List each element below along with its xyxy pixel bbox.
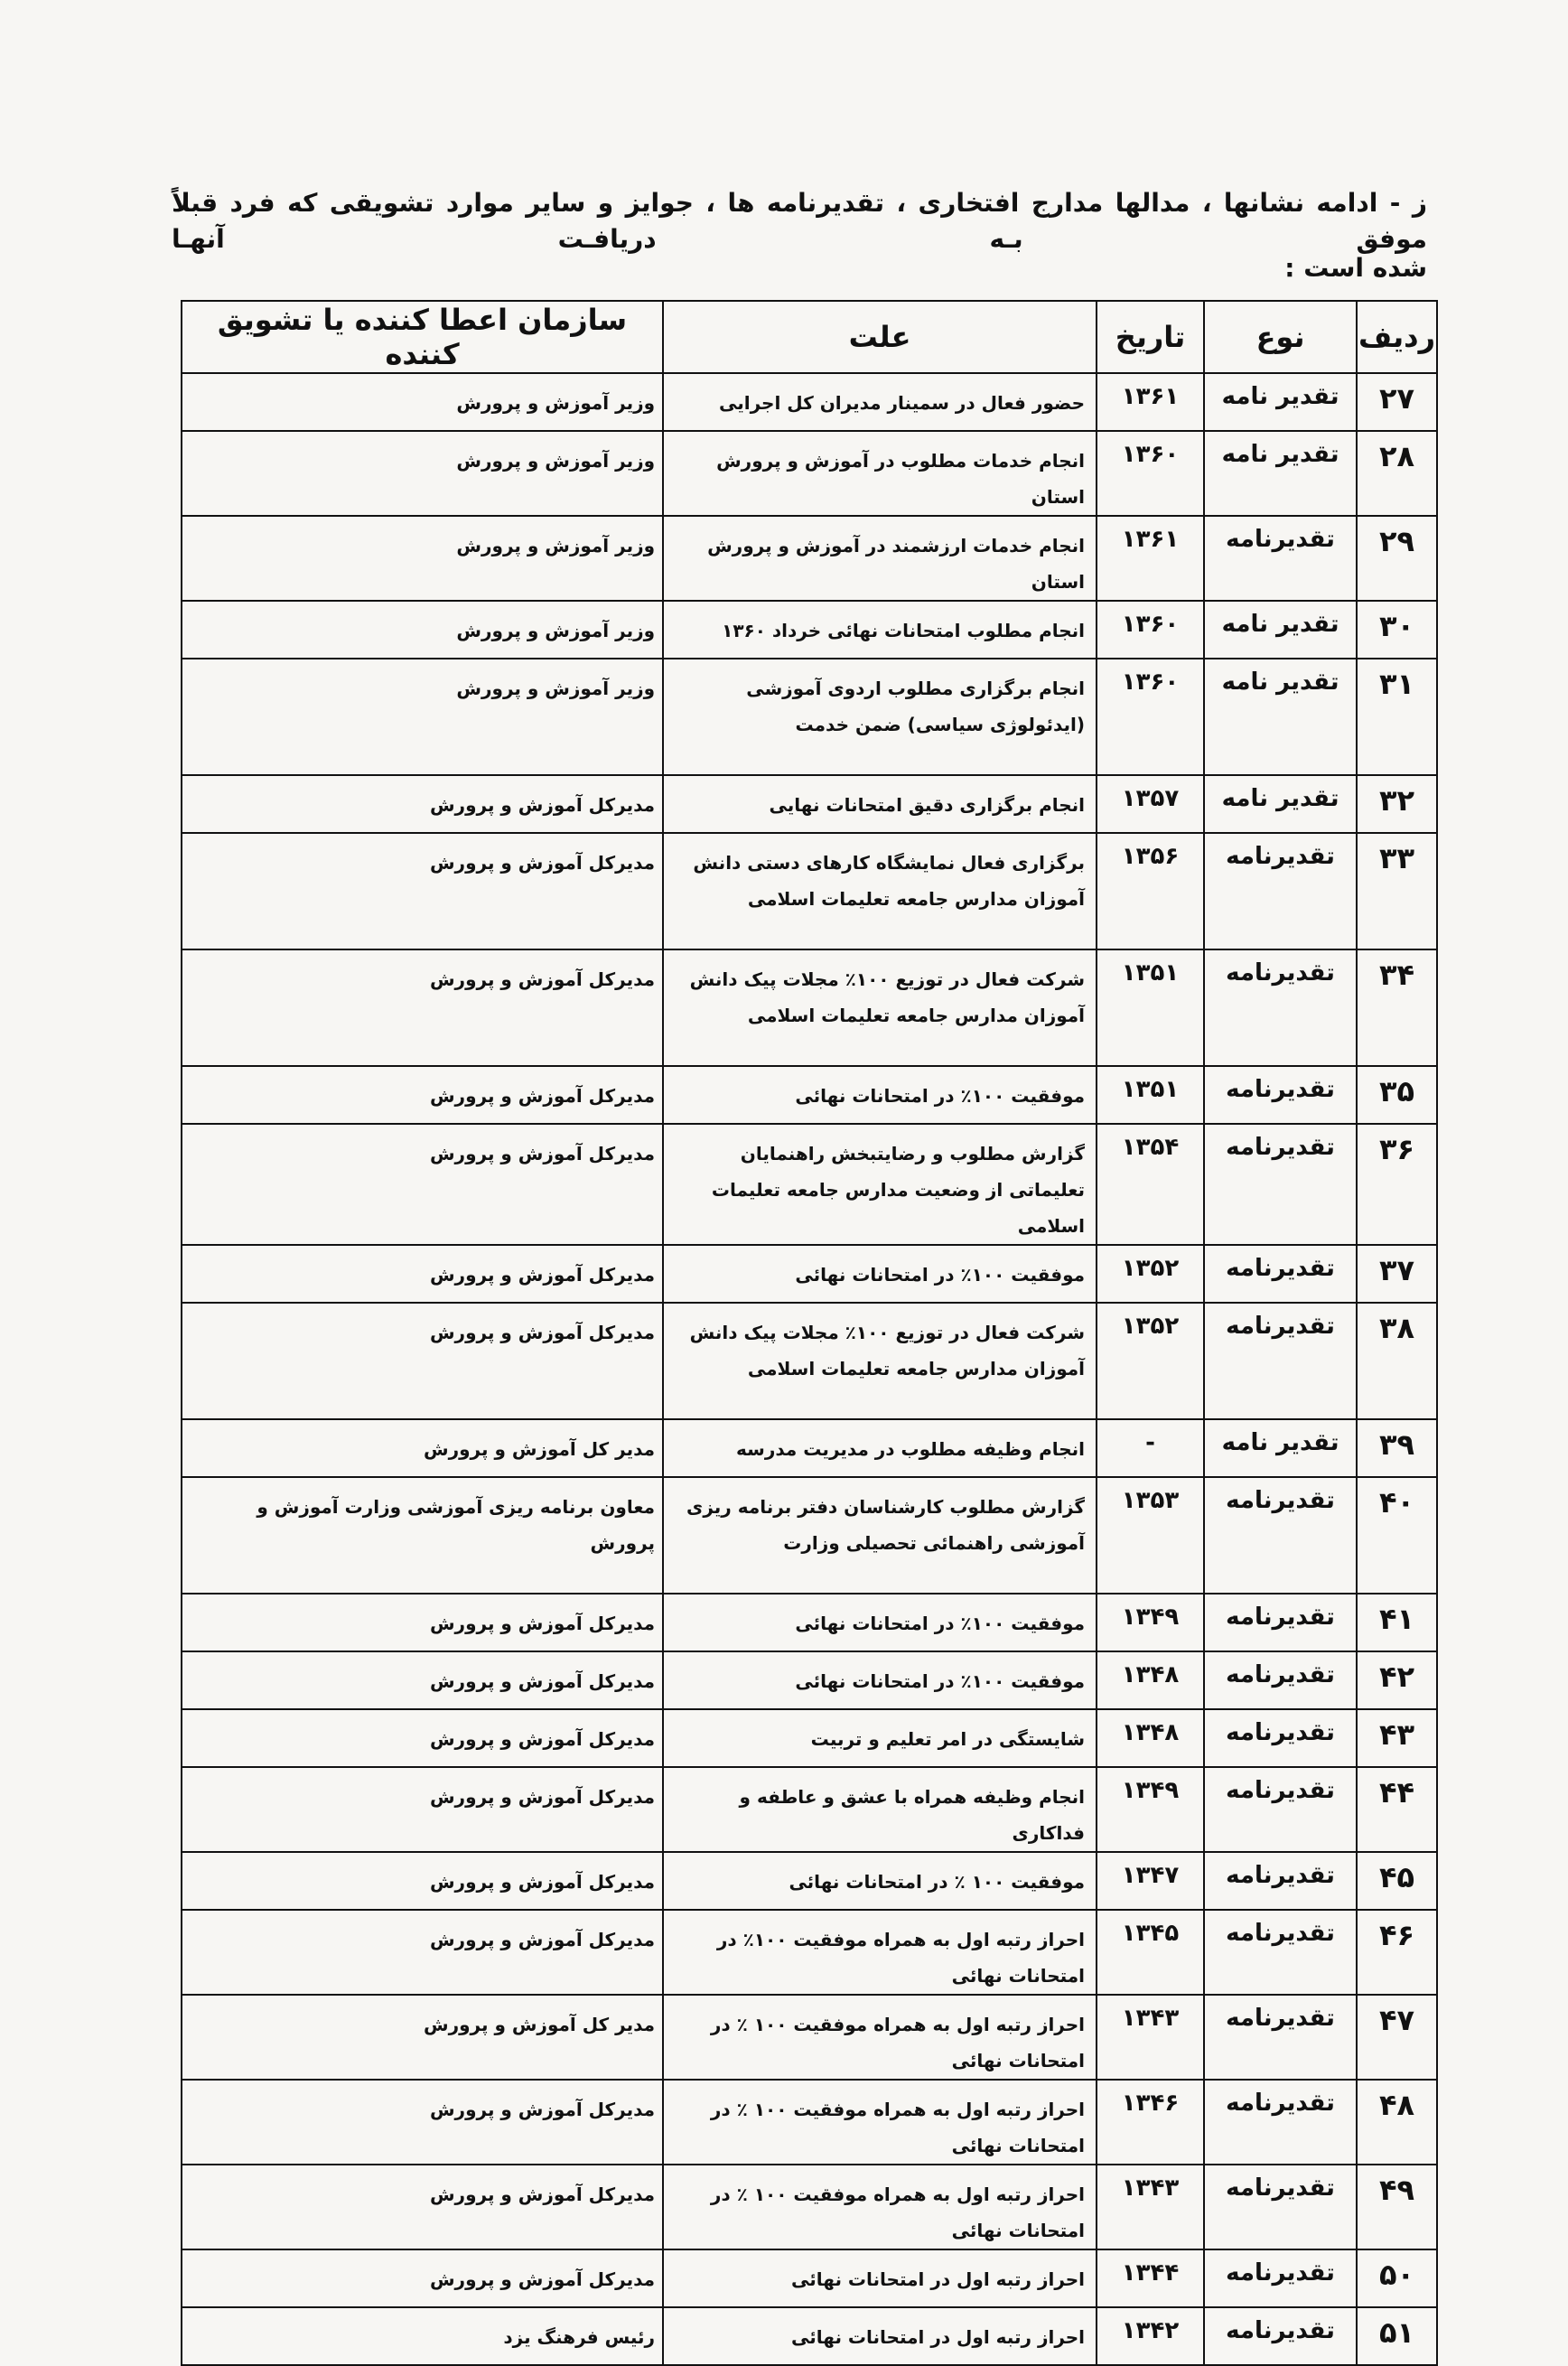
table-row [182,1124,1437,1245]
table-row [182,833,1437,949]
table-row [182,1767,1437,1852]
row-org: مدیرکل آموزش و پرورش [182,1124,663,1245]
row-type: تقدیرنامه [1204,949,1357,1066]
table-row [182,2307,1437,2365]
awards-table [181,300,1438,2366]
row-date: ۱۳۶۱ [1097,373,1204,431]
row-reason: موفقیت ۱۰۰٪ در امتحانات نهائی [663,1066,1097,1124]
row-number: ۳۹ [1357,1419,1437,1477]
row-number: ۲۸ [1357,431,1437,516]
row-number: ۴۰ [1357,1477,1437,1594]
row-org: مدیرکل آموزش و پرورش [182,1303,663,1419]
row-org: مدیرکل آموزش و پرورش [182,1066,663,1124]
row-number: ۳۷ [1357,1245,1437,1303]
row-type: تقدیرنامه [1204,1995,1357,2080]
row-org: مدیرکل آموزش و پرورش [182,1767,663,1852]
row-type: تقدیرنامه [1204,1594,1357,1651]
row-reason: موفقیت ۱۰۰٪ در امتحانات نهائی [663,1245,1097,1303]
row-date: ۱۳۴۸ [1097,1651,1204,1709]
row-type: تقدیرنامه [1204,1852,1357,1910]
row-number: ۲۹ [1357,516,1437,601]
row-number: ۴۲ [1357,1651,1437,1709]
row-org: وزیر آموزش و پرورش [182,431,663,516]
row-date: ۱۳۵۶ [1097,833,1204,949]
row-type: تقدیرنامه [1204,1767,1357,1852]
row-reason: موفقیت ۱۰۰ ٪ در امتحانات نهائی [663,1852,1097,1910]
row-org: مدیرکل آموزش و پرورش [182,2080,663,2165]
table-row [182,1995,1437,2080]
table-row [182,1245,1437,1303]
column-header-org: سازمان اعطا کننده یا تشویق کننده [182,301,663,373]
table-row [182,1594,1437,1651]
row-reason: گزارش مطلوب و رضایتبخش راهنمایان تعلیماتی از وضعیت مدارس جامعه تعلیمات اسلامی [663,1124,1097,1245]
row-date: ۱۳۴۹ [1097,1767,1204,1852]
row-number: ۴۹ [1357,2165,1437,2249]
row-number: ۳۰ [1357,601,1437,659]
row-reason: انجام وظیفه مطلوب در مدیریت مدرسه [663,1419,1097,1477]
table-row [182,2165,1437,2249]
row-reason: احراز رتبه اول به همراه موفقیت ۱۰۰ ٪ در امتحانات نهائی [663,2080,1097,2165]
table-row [182,431,1437,516]
row-date: ۱۳۴۲ [1097,2307,1204,2365]
row-type: تقدیر نامه [1204,601,1357,659]
section-heading: ز - ادامه نشانها ، مدالها مدارج افتخاری ، تقدیرنامه ها ، جوایز و سایر موارد تشویقی که فرد قبلاً موفق بـه دریافـت آنهـا [172,188,1427,254]
column-header-reason: علت [663,301,1097,373]
row-date: ۱۳۵۳ [1097,1477,1204,1594]
row-type: تقدیر نامه [1204,431,1357,516]
row-date: ۱۳۴۳ [1097,2165,1204,2249]
row-type: تقدیرنامه [1204,1910,1357,1995]
row-org: مدیرکل آموزش و پرورش [182,833,663,949]
row-date: ۱۳۴۶ [1097,2080,1204,2165]
row-reason: احراز رتبه اول به همراه موفقیت ۱۰۰ ٪ در امتحانات نهائی [663,1995,1097,2080]
table-row [182,516,1437,601]
table-row [182,1709,1437,1767]
row-reason: احراز رتبه اول در امتحانات نهائی [663,2307,1097,2365]
row-date: ۱۳۵۷ [1097,775,1204,833]
row-number: ۳۲ [1357,775,1437,833]
row-reason: انجام برگزاری مطلوب اردوی آموزشی (ایدئولوژی سیاسی) ضمن خدمت [663,659,1097,775]
row-date: ۱۳۴۹ [1097,1594,1204,1651]
row-reason: شرکت فعال در توزیع ۱۰۰٪ مجلات پیک دانش آموزان مدارس جامعه تعلیمات اسلامی [663,1303,1097,1419]
row-reason: انجام خدمات مطلوب در آموزش و پرورش استان [663,431,1097,516]
column-header-no: ردیف [1357,301,1437,373]
row-reason: احراز رتبه اول به همراه موفقیت ۱۰۰ ٪ در امتحانات نهائی [663,2165,1097,2249]
row-date: ۱۳۵۱ [1097,1066,1204,1124]
row-number: ۲۷ [1357,373,1437,431]
row-date: ۱۳۴۸ [1097,1709,1204,1767]
row-number: ۴۸ [1357,2080,1437,2165]
table-header-row [182,301,1437,373]
row-reason: انجام وظیفه همراه با عشق و عاطفه و فداکاری [663,1767,1097,1852]
row-reason: انجام مطلوب امتحانات نهائی خرداد ۱۳۶۰ [663,601,1097,659]
row-org: رئیس فرهنگ یزد [182,2307,663,2365]
row-number: ۳۳ [1357,833,1437,949]
row-org: مدیرکل آموزش و پرورش [182,1651,663,1709]
row-reason: گزارش مطلوب کارشناسان دفتر برنامه ریزی آموزشی راهنمائی تحصیلی وزارت [663,1477,1097,1594]
row-date: ۱۳۴۷ [1097,1852,1204,1910]
row-org: مدیرکل آموزش و پرورش [182,1852,663,1910]
table-row [182,1477,1437,1594]
row-number: ۴۱ [1357,1594,1437,1651]
row-date: ۱۳۶۰ [1097,431,1204,516]
row-reason: شرکت فعال در توزیع ۱۰۰٪ مجلات پیک دانش آموزان مدارس جامعه تعلیمات اسلامی [663,949,1097,1066]
table-row [182,1419,1437,1477]
table-row [182,373,1437,431]
row-reason: احراز رتبه اول به همراه موفقیت ۱۰۰٪ در امتحانات نهائی [663,1910,1097,1995]
table-row [182,1651,1437,1709]
row-type: تقدیرنامه [1204,1124,1357,1245]
row-reason: حضور فعال در سمینار مدیران کل اجرایی [663,373,1097,431]
row-reason: برگزاری فعال نمایشگاه کارهای دستی دانش آموزان مدارس جامعه تعلیمات اسلامی [663,833,1097,949]
row-type: تقدیرنامه [1204,1651,1357,1709]
row-date: ۱۳۵۴ [1097,1124,1204,1245]
row-org: معاون برنامه ریزی آموزشی وزارت آموزش و پرورش [182,1477,663,1594]
row-org: وزیر آموزش و پرورش [182,373,663,431]
row-number: ۴۳ [1357,1709,1437,1767]
table-row [182,949,1437,1066]
table-row [182,601,1437,659]
row-org: مدیرکل آموزش و پرورش [182,2249,663,2307]
row-type: تقدیر نامه [1204,775,1357,833]
row-type: تقدیرنامه [1204,1303,1357,1419]
row-org: مدیرکل آموزش و پرورش [182,775,663,833]
table-row [182,1066,1437,1124]
row-reason: انجام برگزاری دقیق امتحانات نهایی [663,775,1097,833]
row-org: مدیرکل آموزش و پرورش [182,2165,663,2249]
row-reason: موفقیت ۱۰۰٪ در امتحانات نهائی [663,1651,1097,1709]
table-row [182,659,1437,775]
row-org: مدیر کل آموزش و پرورش [182,1995,663,2080]
row-org: وزیر آموزش و پرورش [182,601,663,659]
row-date: ۱۳۵۲ [1097,1245,1204,1303]
row-org: وزیر آموزش و پرورش [182,516,663,601]
row-type: تقدیرنامه [1204,1245,1357,1303]
row-org: مدیرکل آموزش و پرورش [182,1594,663,1651]
row-type: تقدیرنامه [1204,2080,1357,2165]
row-number: ۳۵ [1357,1066,1437,1124]
table-row [182,1910,1437,1995]
row-org: وزیر آموزش و پرورش [182,659,663,775]
table-row [182,1303,1437,1419]
row-type: تقدیرنامه [1204,2165,1357,2249]
row-org: مدیرکل آموزش و پرورش [182,949,663,1066]
row-date: ۱۳۶۱ [1097,516,1204,601]
row-org: مدیرکل آموزش و پرورش [182,1245,663,1303]
table-row [182,1852,1437,1910]
column-header-date: تاریخ [1097,301,1204,373]
row-date: ۱۳۶۰ [1097,659,1204,775]
row-type: تقدیرنامه [1204,1066,1357,1124]
row-org: مدیرکل آموزش و پرورش [182,1910,663,1995]
table-row [182,775,1437,833]
row-type: تقدیر نامه [1204,373,1357,431]
row-date: ۱۳۵۲ [1097,1303,1204,1419]
row-number: ۴۶ [1357,1910,1437,1995]
row-reason: موفقیت ۱۰۰٪ در امتحانات نهائی [663,1594,1097,1651]
row-date: ۱۳۴۵ [1097,1910,1204,1995]
row-type: تقدیر نامه [1204,659,1357,775]
row-type: تقدیرنامه [1204,1477,1357,1594]
row-type: تقدیرنامه [1204,833,1357,949]
row-org: مدیرکل آموزش و پرورش [182,1709,663,1767]
row-reason: احراز رتبه اول در امتحانات نهائی [663,2249,1097,2307]
row-date: - [1097,1419,1204,1477]
section-heading-continuation: شده است : [1284,253,1427,283]
row-number: ۴۷ [1357,1995,1437,2080]
row-date: ۱۳۵۱ [1097,949,1204,1066]
row-date: ۱۳۴۴ [1097,2249,1204,2307]
row-number: ۴۴ [1357,1767,1437,1852]
column-header-type: نوع [1204,301,1357,373]
row-date: ۱۳۴۳ [1097,1995,1204,2080]
row-number: ۵۱ [1357,2307,1437,2365]
row-number: ۳۶ [1357,1124,1437,1245]
row-reason: انجام خدمات ارزشمند در آموزش و پرورش استان [663,516,1097,601]
row-org: مدیر کل آموزش و پرورش [182,1419,663,1477]
table-row [182,2080,1437,2165]
row-reason: شایستگی در امر تعلیم و تربیت [663,1709,1097,1767]
row-number: ۳۸ [1357,1303,1437,1419]
row-number: ۳۱ [1357,659,1437,775]
row-type: تقدیرنامه [1204,2307,1357,2365]
row-number: ۳۴ [1357,949,1437,1066]
row-number: ۴۵ [1357,1852,1437,1910]
row-type: تقدیرنامه [1204,2249,1357,2307]
row-type: تقدیر نامه [1204,1419,1357,1477]
row-type: تقدیرنامه [1204,1709,1357,1767]
row-date: ۱۳۶۰ [1097,601,1204,659]
row-type: تقدیرنامه [1204,516,1357,601]
table-row [182,2249,1437,2307]
row-number: ۵۰ [1357,2249,1437,2307]
